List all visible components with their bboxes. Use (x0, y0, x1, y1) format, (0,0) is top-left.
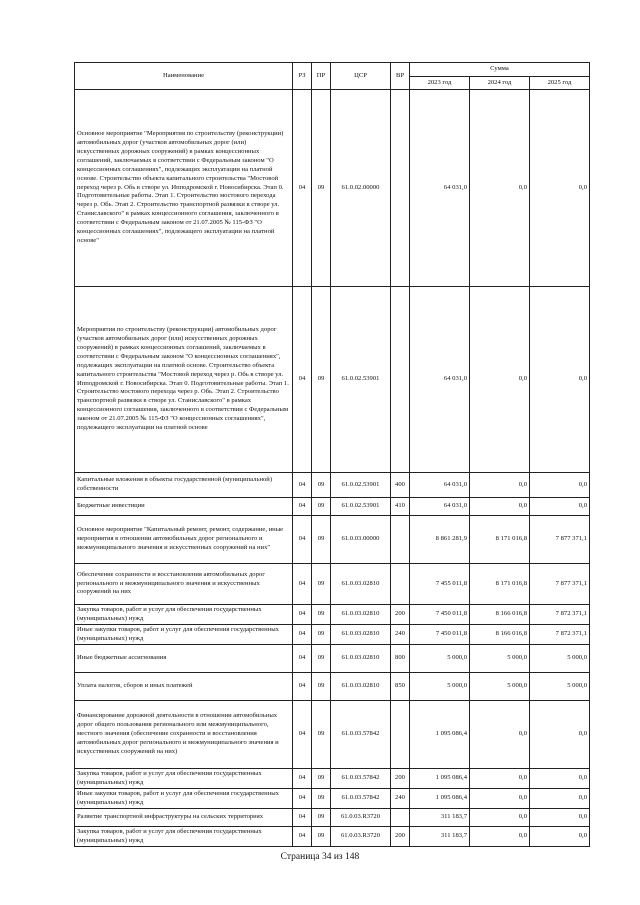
row-csr: 61.0.03.R3720 (331, 809, 391, 827)
row-rz: 04 (293, 701, 312, 769)
row-name: Основное мероприятие "Мероприятия по строительству (реконструкции) автомобильных дорог (участков автомобильных дорог (или) искусственных дорожных сооружений) в рамках концессионных соглашений, заключаемых в соответствии с Федеральным законом "О концессионных соглашениях", подлежащих эксплуатации на платной основе. Строительство объекта капитального строительства "Мостовой переход через р. Обь в створе ул. Ипподромской г. Новосибирска. Этап 0. Подготовительные работы. Этап 1. Строительство мостового перехода через р. Обь. Этап 2. Строительство транспортной развязки в створе ул. Станиславского" в рамках концессионного соглашения, заключенного в соответствии с Федеральным законом от 21.07.2005 № 115-ФЗ "О концессионных соглашениях", подлежащего эксплуатации на платной основе" (75, 90, 293, 287)
row-rz: 04 (293, 605, 312, 625)
row-pr: 09 (312, 498, 331, 516)
row-name: Мероприятия по строительству (реконструкции) автомобильных дорог (участков автомобильных дорог (или) искусственных дорожных сооружений) в рамках концессионных соглашений, заключаемых в соответствии с Федеральным законом "О концессионных соглашениях", подлежащих эксплуатации на платной основе. Строительство объекта капитального строительства "Мостовой переход через р. Обь в створе ул. Ипподромской г. Новосибирска. Этап 0. Подготовительные работы. Этап 1. Строительство мостового перехода через р. Обь. Этап 2. Строительство транспортной развязки в створе ул. Станиславского" в рамках концессионного соглашения, заключенного в соответствии с Федеральным законом от 21.07.2005 № 115-ФЗ "О концессионных соглашениях", подлежащего эксплуатации на платной основе (75, 287, 293, 473)
row-vr: 240 (391, 789, 410, 809)
row-sum-2023: 1 095 086,4 (410, 769, 470, 789)
row-pr: 09 (312, 473, 331, 498)
row-csr: 61.0.02.00000 (331, 90, 391, 287)
row-vr: 410 (391, 498, 410, 516)
table-header (75, 63, 590, 90)
row-sum-2025: 0,0 (530, 498, 590, 516)
row-rz: 04 (293, 516, 312, 564)
header-sum: Сумма (410, 63, 590, 77)
row-sum-2023: 64 031,0 (410, 90, 470, 287)
row-name: Бюджетные инвестиции (75, 498, 293, 516)
row-name: Основное мероприятие "Капитальный ремонт, ремонт, содержание, иные мероприятия в отношении автомобильных дорог регионального и межмуниципального значения и искусственных сооружений на них" (75, 516, 293, 564)
row-sum-2025: 0,0 (530, 701, 590, 769)
row-name: Финансирование дорожной деятельности в отношении автомобильных дорог общего пользования регионального или межмуниципального, местного значения (обеспечение сохранности и восстановления автомобильных дорог регионального и межмуниципального значения и искусственных сооружений на них) (75, 701, 293, 769)
row-csr: 61.0.03.02810 (331, 673, 391, 701)
row-csr: 61.0.03.57842 (331, 789, 391, 809)
row-vr: 200 (391, 827, 410, 847)
row-sum-2023: 7 455 011,8 (410, 564, 470, 605)
row-vr: 200 (391, 769, 410, 789)
row-sum-2024: 5 000,0 (470, 645, 530, 673)
row-name: Обеспечение сохранности и восстановления автомобильных дорог регионального и межмуниципального значения и искусственных сооружений на них (75, 564, 293, 605)
row-name: Развитие транспортной инфраструктуры на сельских территориях (75, 809, 293, 827)
row-sum-2023: 5 000,0 (410, 673, 470, 701)
row-rz: 04 (293, 809, 312, 827)
row-sum-2024: 8 166 016,8 (470, 625, 530, 645)
row-sum-2024: 0,0 (470, 827, 530, 847)
row-sum-2024: 5 000,0 (470, 673, 530, 701)
row-pr: 09 (312, 564, 331, 605)
row-vr (391, 564, 410, 605)
row-sum-2024: 0,0 (470, 769, 530, 789)
row-vr (391, 287, 410, 473)
header-year-2025: 2025 год (530, 77, 590, 90)
row-sum-2023: 311 183,7 (410, 809, 470, 827)
row-sum-2025: 0,0 (530, 809, 590, 827)
table-row (75, 473, 590, 498)
row-csr: 61.0.03.57842 (331, 769, 391, 789)
row-csr: 61.0.02.53901 (331, 287, 391, 473)
row-sum-2025: 0,0 (530, 287, 590, 473)
table-row (75, 516, 590, 564)
row-sum-2023: 1 095 086,4 (410, 701, 470, 769)
table-row (75, 769, 590, 789)
row-rz: 04 (293, 287, 312, 473)
table-row (75, 701, 590, 769)
row-sum-2024: 8 166 016,8 (470, 605, 530, 625)
row-sum-2023: 64 031,0 (410, 287, 470, 473)
row-sum-2025: 0,0 (530, 769, 590, 789)
table-row (75, 673, 590, 701)
row-name: Иные бюджетные ассигнования (75, 645, 293, 673)
table-row (75, 287, 590, 473)
row-sum-2023: 311 183,7 (410, 827, 470, 847)
row-name: Закупка товаров, работ и услуг для обеспечения государственных (муниципальных) нужд (75, 769, 293, 789)
table-row (75, 827, 590, 847)
row-pr: 09 (312, 827, 331, 847)
header-name: Наименование (75, 63, 293, 90)
row-sum-2025: 7 877 371,1 (530, 564, 590, 605)
row-sum-2025: 5 000,0 (530, 673, 590, 701)
row-sum-2025: 7 872 371,1 (530, 625, 590, 645)
row-sum-2023: 7 450 011,8 (410, 605, 470, 625)
row-vr (391, 516, 410, 564)
row-csr: 61.0.02.53901 (331, 498, 391, 516)
row-vr: 240 (391, 625, 410, 645)
row-csr: 61.0.03.02810 (331, 605, 391, 625)
row-sum-2023: 64 031,0 (410, 473, 470, 498)
page-number: Страница 34 из 148 (280, 852, 360, 862)
row-pr: 09 (312, 769, 331, 789)
row-rz: 04 (293, 473, 312, 498)
row-sum-2024: 8 171 016,8 (470, 564, 530, 605)
row-rz: 04 (293, 625, 312, 645)
row-sum-2024: 0,0 (470, 701, 530, 769)
row-sum-2024: 0,0 (470, 473, 530, 498)
row-rz: 04 (293, 673, 312, 701)
row-pr: 09 (312, 645, 331, 673)
row-sum-2023: 64 031,0 (410, 498, 470, 516)
header-year-2023: 2023 год (410, 77, 470, 90)
row-sum-2024: 0,0 (470, 789, 530, 809)
table-row (75, 564, 590, 605)
row-csr: 61.0.03.02810 (331, 564, 391, 605)
row-sum-2023: 8 861 281,9 (410, 516, 470, 564)
row-pr: 09 (312, 625, 331, 645)
row-name: Закупка товаров, работ и услуг для обеспечения государственных (муниципальных) нужд (75, 827, 293, 847)
header-rz: РЗ (293, 63, 312, 90)
row-name: Закупка товаров, работ и услуг для обеспечения государственных (муниципальных) нужд (75, 605, 293, 625)
row-csr: 61.0.03.R3720 (331, 827, 391, 847)
row-pr: 09 (312, 90, 331, 287)
row-vr (391, 90, 410, 287)
row-sum-2025: 0,0 (530, 473, 590, 498)
row-sum-2025: 7 872 371,1 (530, 605, 590, 625)
row-name: Уплата налогов, сборов и иных платежей (75, 673, 293, 701)
row-csr: 61.0.03.57842 (331, 701, 391, 769)
row-vr: 400 (391, 473, 410, 498)
row-pr: 09 (312, 809, 331, 827)
header-csr: ЦСР (331, 63, 391, 90)
table-row (75, 645, 590, 673)
row-sum-2025: 7 877 371,1 (530, 516, 590, 564)
row-pr: 09 (312, 701, 331, 769)
table-row (75, 498, 590, 516)
row-sum-2024: 0,0 (470, 809, 530, 827)
row-csr: 61.0.03.02810 (331, 625, 391, 645)
row-rz: 04 (293, 827, 312, 847)
row-name: Иные закупки товаров, работ и услуг для обеспечения государственных (муниципальных) нужд (75, 789, 293, 809)
row-sum-2025: 0,0 (530, 90, 590, 287)
row-name: Капитальные вложения в объекты государственной (муниципальной) собственности (75, 473, 293, 498)
row-vr (391, 809, 410, 827)
row-sum-2024: 0,0 (470, 90, 530, 287)
row-rz: 04 (293, 564, 312, 605)
row-sum-2025: 0,0 (530, 789, 590, 809)
row-pr: 09 (312, 287, 331, 473)
table-row (75, 605, 590, 625)
row-name: Иные закупки товаров, работ и услуг для обеспечения государственных (муниципальных) нужд (75, 625, 293, 645)
table-row (75, 809, 590, 827)
row-sum-2024: 0,0 (470, 287, 530, 473)
header-year-2024: 2024 год (470, 77, 530, 90)
row-pr: 09 (312, 605, 331, 625)
row-sum-2025: 5 000,0 (530, 645, 590, 673)
table-body (75, 90, 590, 847)
row-rz: 04 (293, 769, 312, 789)
row-rz: 04 (293, 645, 312, 673)
row-sum-2023: 1 095 086,4 (410, 789, 470, 809)
row-rz: 04 (293, 90, 312, 287)
table-row (75, 625, 590, 645)
row-pr: 09 (312, 673, 331, 701)
row-sum-2023: 5 000,0 (410, 645, 470, 673)
row-vr: 800 (391, 645, 410, 673)
header-pr: ПР (312, 63, 331, 90)
row-vr: 200 (391, 605, 410, 625)
row-pr: 09 (312, 516, 331, 564)
row-csr: 61.0.03.00000 (331, 516, 391, 564)
row-sum-2024: 0,0 (470, 498, 530, 516)
header-vr: ВР (391, 63, 410, 90)
row-vr (391, 701, 410, 769)
row-sum-2024: 8 171 016,8 (470, 516, 530, 564)
row-sum-2023: 7 450 011,8 (410, 625, 470, 645)
budget-table (74, 62, 590, 847)
row-rz: 04 (293, 498, 312, 516)
row-vr: 850 (391, 673, 410, 701)
table-row (75, 90, 590, 287)
row-csr: 61.0.02.53901 (331, 473, 391, 498)
row-csr: 61.0.03.02810 (331, 645, 391, 673)
table-row (75, 789, 590, 809)
row-sum-2025: 0,0 (530, 827, 590, 847)
row-rz: 04 (293, 789, 312, 809)
row-pr: 09 (312, 789, 331, 809)
